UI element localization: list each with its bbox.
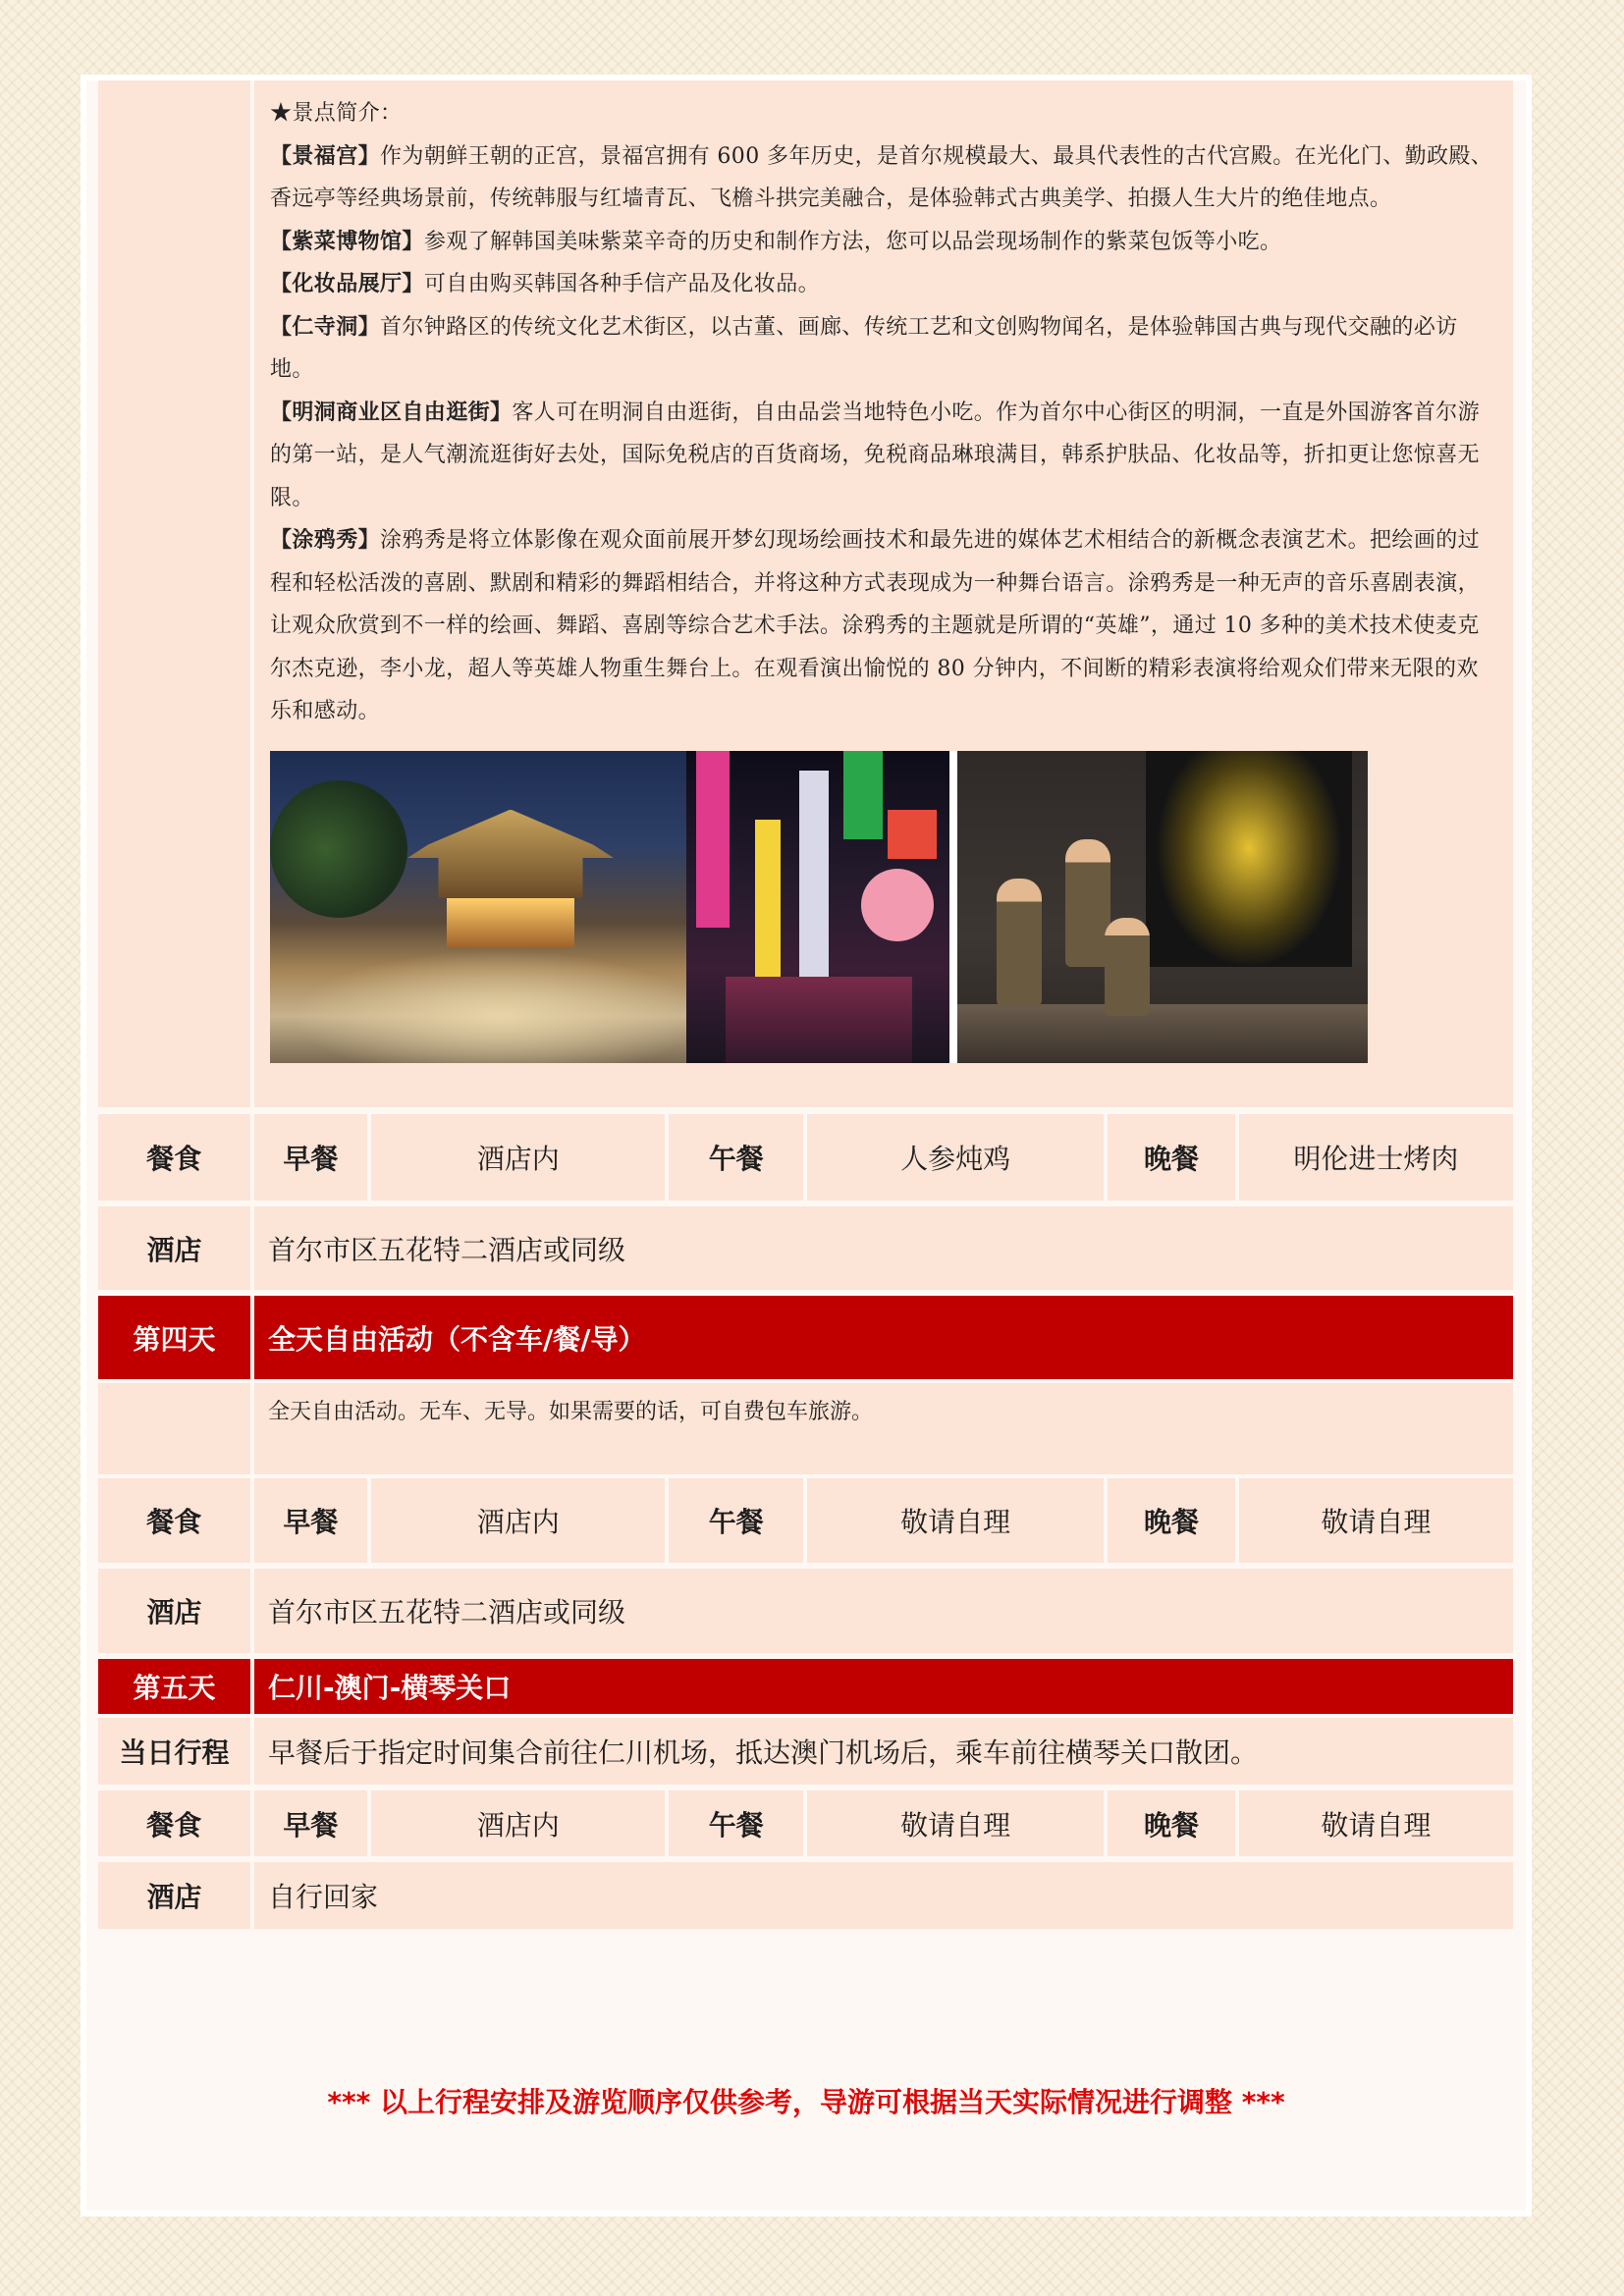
attraction-intro [254,80,1513,1107]
day5-meals-row [98,1790,1513,1856]
dinner-value: 明伦进士烤肉 [1239,1114,1513,1201]
attraction-myeongdong [270,392,1497,520]
itinerary-value: 早餐后于指定时间集合前往仁川机场，抵达澳门机场后，乘车前往横琴关口散团。 [254,1718,1513,1785]
dinner-label: 晚餐 [1108,1790,1235,1856]
attraction-name: 【化妆品展厅】 [270,271,424,296]
attraction-name: 【涂鸦秀】 [270,527,381,553]
photo-strip [270,751,1497,1063]
hotel-label: 酒店 [98,1862,250,1929]
attraction-text: 作为朝鲜王朝的正宫，景福宫拥有 600 多年历史，是首尔规模最大、最具代表性的古代宫殿。在光化门、勤政殿、香远亭等经典场景前，传统韩服与红墙青瓦、飞檐斗拱完美融合，是体验韩式古典美学、拍摄人生大片的绝佳地点。 [270,143,1493,211]
hotel-value: 自行回家 [254,1862,1513,1929]
day3-hotel-row [98,1206,1513,1290]
day3-meals-row [98,1114,1513,1201]
hotel-label: 酒店 [98,1206,250,1290]
meals-label: 餐食 [98,1478,250,1563]
lunch-value: 敬请自理 [807,1478,1104,1563]
attraction-text: 涂鸦秀是将立体影像在观众面前展开梦幻现场绘画技术和最先进的媒体艺术相结合的新概念表演艺术。把绘画的过程和轻松活泼的喜剧、默剧和精彩的舞蹈相结合，并将这种方式表现成为一种舞台语言。涂鸦秀是一种无声的音乐喜剧表演，让观众欣赏到不一样的绘画、舞蹈、喜剧等综合艺术手法。涂鸦秀的主题就是所谓的“英雄”，通过 10 多种的美术技术使麦克尔杰克逊，李小龙，超人等英雄人物重生舞台上。在观看演出愉悦的 80 分钟内，不间断的精彩表演将给观众们带来无限的欢乐和感动。 [270,528,1481,723]
lunch-label: 午餐 [669,1114,803,1201]
attraction-text: 可自由购买韩国各种手信产品及化妆品。 [423,272,821,296]
day4-hotel-row [98,1569,1513,1653]
lunch-label: 午餐 [669,1790,803,1856]
meals-label: 餐食 [98,1790,250,1856]
dinner-value: 敬请自理 [1239,1478,1513,1563]
day5-hotel-row [98,1862,1513,1929]
attraction-name: 【仁寺洞】 [270,313,381,340]
attraction-painters-show [270,519,1497,733]
lunch-value: 人参炖鸡 [807,1114,1104,1201]
hotel-label: 酒店 [98,1569,250,1653]
day5-itinerary-row [98,1718,1513,1785]
painters-show-photo [949,751,1368,1063]
breakfast-label: 早餐 [254,1114,368,1201]
attraction-seaweed-museum [270,221,1497,264]
intro-label-cell [98,80,250,1107]
day4-description-row [98,1383,1513,1474]
dinner-label: 晚餐 [1108,1478,1235,1563]
dinner-label: 晚餐 [1108,1114,1235,1201]
breakfast-value: 酒店内 [371,1790,665,1856]
attraction-text: 客人可在明洞自由逛街，自由品尝当地特色小吃。作为首尔中心街区的明洞，一直是外国游客首尔游的第一站，是人气潮流逛街好去处，国际免税店的百货商场，免税商品琳琅满目，韩系护肤品、化妆品等，折扣更让您惊喜无限。 [270,400,1481,510]
lunch-value: 敬请自理 [807,1790,1104,1856]
attraction-name: 【景福宫】 [270,142,381,169]
myeongdong-street-photo [686,751,949,1063]
day4-header-row [98,1296,1513,1379]
day5-label: 第五天 [98,1659,250,1714]
hotel-value: 首尔市区五花特二酒店或同级 [254,1569,1513,1653]
intro-row [98,80,1513,1107]
gyeongbokgung-night-photo [270,751,686,1063]
attraction-gyeongbokgung [270,135,1497,221]
breakfast-value: 酒店内 [371,1114,665,1201]
breakfast-value: 酒店内 [371,1478,665,1563]
day4-title: 全天自由活动（不含车/餐/导） [254,1296,1513,1379]
lunch-label: 午餐 [669,1478,803,1563]
day4-description: 全天自由活动。无车、无导。如果需要的话，可自费包车旅游。 [254,1383,1513,1474]
breakfast-label: 早餐 [254,1478,368,1563]
intro-heading: ★景点简介： [270,101,403,126]
hotel-value: 首尔市区五花特二酒店或同级 [254,1206,1513,1290]
itinerary-label: 当日行程 [98,1718,250,1785]
attraction-name: 【明洞商业区自由逛街】 [270,399,513,425]
attraction-cosmetics-showroom [270,263,1497,306]
day5-title: 仁川-澳门-横琴关口 [254,1659,1513,1714]
attraction-text: 参观了解韩国美味紫菜辛奇的历史和制作方法，您可以品尝现场制作的紫菜包饭等小吃。 [423,229,1282,254]
dinner-value: 敬请自理 [1239,1790,1513,1856]
itinerary-page [86,80,1526,2211]
meals-label: 餐食 [98,1114,250,1201]
day4-label: 第四天 [98,1296,250,1379]
attraction-name: 【紫菜博物馆】 [270,228,424,254]
footer-note: *** 以上行程安排及游览顺序仅供参考，导游可根据当天实际情况进行调整 *** [327,2086,1285,2118]
attraction-insadong [270,306,1497,392]
day5-header-row [98,1659,1513,1714]
attraction-text: 首尔钟路区的传统文化艺术街区，以古董、画廊、传统工艺和文创购物闻名，是体验韩国古典与现代交融的必访地。 [270,314,1458,382]
day4-meals-row [98,1478,1513,1563]
day4-description-label-cell [98,1383,250,1474]
breakfast-label: 早餐 [254,1790,368,1856]
